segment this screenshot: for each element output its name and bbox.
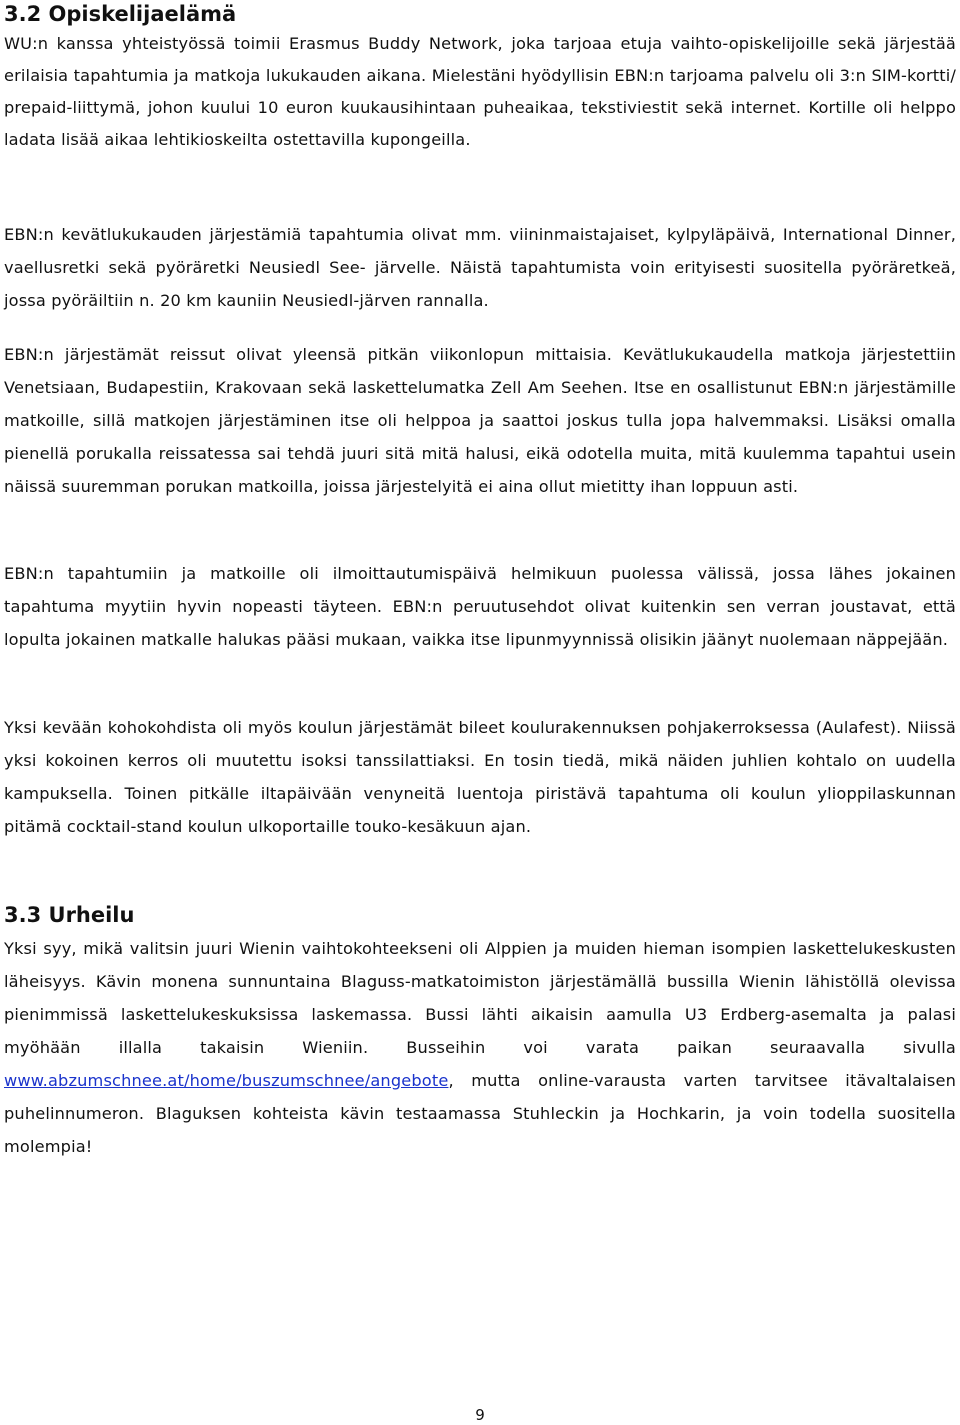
paragraph-ebn-intro: WU:n kanssa yhteistyössä toimii Erasmus Buddy Network, joka tarjoaa etuja vaihto-opiskelijoille sekä järjestää erilaisia tapahtumia ja matkoja lukukauden aikana. Mielestäni hyödyllisin EBN:n tarjoama palvelu oli 3:n SIM-kortti/ prepaid-liittymä, johon kuului 10 euron kuukausihintaan puheaikaa, tekstiviestit sekä internet. Kortille oli helppo ladata lisää aikaa lehtikioskeilta ostettavilla kupongeilla. [4,34,956,149]
skiing-text-before-link: Yksi syy, mikä valitsin juuri Wienin vaihtokohteekseni oli Alppien ja muiden hieman isompien laskettelukeskusten läheisyys. Kävin monena sunnuntaina Blaguss-matkatoimiston järjestämällä bussilla Wienin lähistöllä olevissa pienimmissä laskettelukeskuksissa laskemassa. Bussi lähti aikaisin aamulla U3 Erdberg-asemalta ja palasi myöhään illalla takaisin Wieniin. Busseihin voi varata paikan seuraavalla sivulla [4,939,956,1057]
paragraph-ebn-trips: EBN:n järjestämät reissut olivat yleensä pitkän viikonlopun mittaisia. Kevätlukukaudella matkoja järjestettiin Venetsiaan, Budapestiin, Krakovaan sekä laskettelumatka Zell Am Seehen. Itse en osallistunut EBN:n järjestämille matkoille, sillä matkojen järjestäminen itse oli helppoa ja saattoi joskus tulla jopa halvemmaksi. Lisäksi omalla pienellä porukalla reissatessa sai tehdä juuri sitä mitä halusi, eikä odotella muita, mitä kuulemma tapahtui usein näissä suuremman porukan matkoilla, joissa järjestelyitä ei aina ollut mietitty ihan loppuun asti. [4,345,956,496]
page-number: 9 [475,1406,485,1424]
paragraph-aulafest: Yksi kevään kohokohdista oli myös koulun järjestämät bileet koulurakennuksen pohjakerroksessa (Aulafest). Niissä yksi kokoinen kerros oli muutettu isoksi tanssilattiaksi. En tosin tiedä, mikä näiden juhlien kohtalo on uudella kampuksella. Toinen pitkälle iltapäivään venyneitä luentoja piristävä tapahtuma oli koulun ylioppilaskunnan pitämä cocktail-stand koulun ulkoportaille touko-kesäkuun ajan. [4,718,956,836]
skiing-text-after-link: , mutta online-varausta varten tarvitsee itävaltalaisen puhelinnumeron. Blaguksen kohteista kävin testaamassa Stuhleckin ja Hochkarin, ja voin todella suositella molempia! [4,1071,956,1156]
abzumschnee-link[interactable]: www.abzumschnee.at/home/buszumschnee/angebote [4,1071,449,1090]
section-heading-urheilu: 3.3 Urheilu [4,903,135,927]
paragraph-skiing [4,932,956,1163]
paragraph-ebn-registration: EBN:n tapahtumiin ja matkoille oli ilmoittautumispäivä helmikuun puolessa välissä, jossa lähes jokainen tapahtuma myytiin hyvin nopeasti täyteen. EBN:n peruutusehdot olivat kuitenkin sen verran joustavat, että lopulta jokainen matkalle halukas pääsi mukaan, vaikka itse lipunmyynnissä olisikin jäänyt nuolemaan näppejään. [4,564,956,649]
section-heading-opiskelijaelama: 3.2 Opiskelijaelämä [4,2,237,26]
paragraph-ebn-events: EBN:n kevätlukukauden järjestämiä tapahtumia olivat mm. viininmaistajaiset, kylpyläpäivä, International Dinner, vaellusretki sekä pyöräretki Neusiedl See- järvelle. Näistä tapahtumista voin erityisesti suositella pyöräretkeä, jossa pyöräiltiin n. 20 km kauniin Neusiedl-järven rannalla. [4,225,956,310]
